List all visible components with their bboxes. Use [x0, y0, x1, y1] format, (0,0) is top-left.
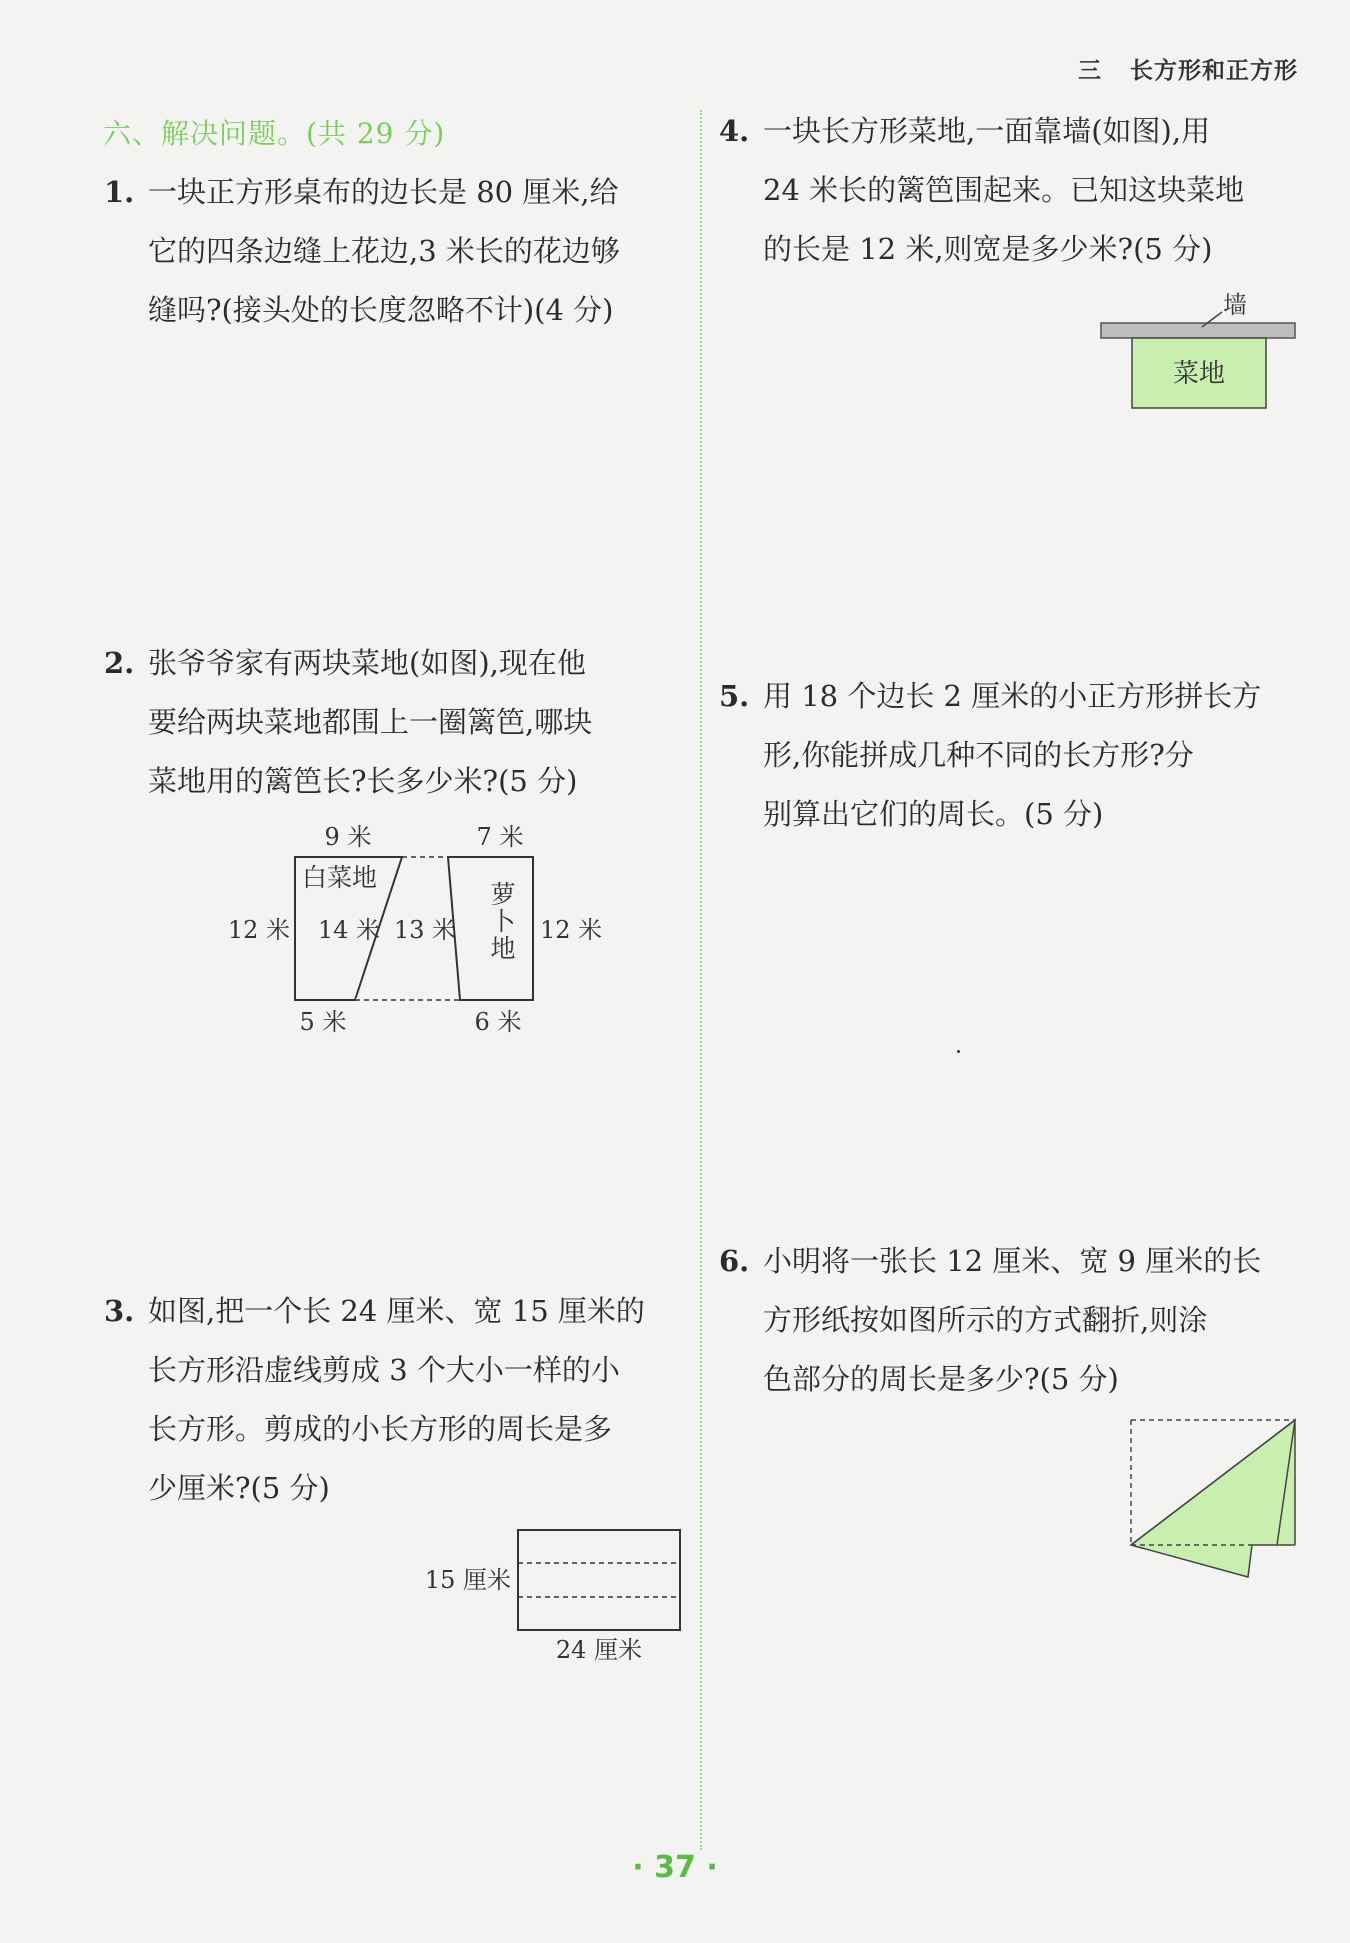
question-line: 菜地用的篱笆长?长多少米?(5 分): [148, 764, 578, 798]
bottom-gap-cover: [356, 998, 459, 1002]
question-line: 用 18 个边长 2 厘米的小正方形拼长方: [763, 679, 1262, 713]
big-rectangle: [518, 1530, 680, 1630]
wall: [1101, 323, 1295, 338]
height-label: 15 厘米: [424, 1566, 511, 1594]
vegetable-garden-figure: [210, 815, 620, 1040]
question-line: 如图,把一个长 24 厘米、宽 15 厘米的: [148, 1294, 645, 1328]
chapter-number: 三: [1078, 58, 1102, 84]
question-line: 缝吗?(接头处的长度忽略不计)(4 分): [148, 293, 614, 327]
label-left-side: 12 米: [227, 916, 290, 944]
label-bottom-right: 6 米: [474, 1008, 522, 1036]
question-line: 长方形。剪成的小长方形的周长是多: [148, 1412, 613, 1446]
question-line: 色部分的周长是多少?(5 分): [763, 1362, 1119, 1396]
question-3: [104, 1282, 645, 1518]
question-line: 形,你能拼成几种不同的长方形?分: [763, 738, 1194, 772]
question-4: [719, 102, 1245, 279]
question-5: [719, 667, 1262, 844]
question-number: 6.: [719, 1244, 750, 1278]
question-number: 3.: [104, 1294, 135, 1328]
radish-label-3: 地: [490, 934, 516, 963]
cut-rectangle-figure: [415, 1520, 685, 1670]
question-line: 一块正方形桌布的边长是 80 厘米,给: [148, 175, 619, 209]
question-number: 5.: [719, 679, 750, 713]
question-1: [104, 163, 620, 340]
stray-dot: [957, 1050, 960, 1053]
radish-label-1: 萝: [490, 880, 516, 909]
label-radish-slant: 13 米: [394, 916, 457, 944]
question-line: 一块长方形菜地,一面靠墙(如图),用: [763, 114, 1211, 148]
page-number: · 37 ·: [632, 1850, 718, 1885]
question-number: 1.: [104, 175, 135, 209]
wall-garden-figure: [1095, 285, 1305, 415]
question-line: 方形纸按如图所示的方式翻折,则涂: [763, 1303, 1208, 1337]
question-line: 24 米长的篱笆围起来。已知这块菜地: [763, 173, 1245, 207]
label-top-left: 9 米: [324, 823, 372, 851]
label-right-side: 12 米: [540, 916, 603, 944]
question-number: 4.: [719, 114, 750, 148]
question-line: 长方形沿虚线剪成 3 个大小一样的小: [148, 1353, 620, 1387]
question-2: [104, 634, 593, 811]
radish-label-2: 卜: [490, 907, 516, 936]
section-title: 六、解决问题。(共 29 分): [103, 117, 446, 150]
question-number: 2.: [104, 646, 135, 680]
question-line: 少厘米?(5 分): [148, 1471, 330, 1505]
question-line: 张爷爷家有两块菜地(如图),现在他: [148, 646, 586, 680]
garden-label: 菜地: [1172, 359, 1226, 389]
question-line: 的长是 12 米,则宽是多少米?(5 分): [763, 232, 1213, 266]
chapter-title: 长方形和正方形: [1130, 58, 1298, 84]
label-cabbage-slant: 14 米: [317, 916, 380, 944]
folded-paper-figure: [1125, 1415, 1305, 1585]
column-divider: [700, 110, 702, 1850]
question-6: [719, 1232, 1262, 1409]
cabbage-label: 白菜地: [302, 863, 378, 892]
question-line: 小明将一张长 12 厘米、宽 9 厘米的长: [763, 1244, 1262, 1278]
label-bottom-left: 5 米: [299, 1008, 347, 1036]
width-label: 24 厘米: [555, 1636, 643, 1664]
chapter-header: [1078, 52, 1298, 85]
question-line: 要给两块菜地都围上一圈篱笆,哪块: [148, 705, 593, 739]
wall-label: 墙: [1223, 291, 1247, 319]
question-line: 别算出它们的周长。(5 分): [763, 797, 1104, 831]
folded-flap: [1131, 1420, 1295, 1577]
question-line: 它的四条边缝上花边,3 米长的花边够: [148, 234, 620, 268]
label-top-right: 7 米: [476, 823, 524, 851]
